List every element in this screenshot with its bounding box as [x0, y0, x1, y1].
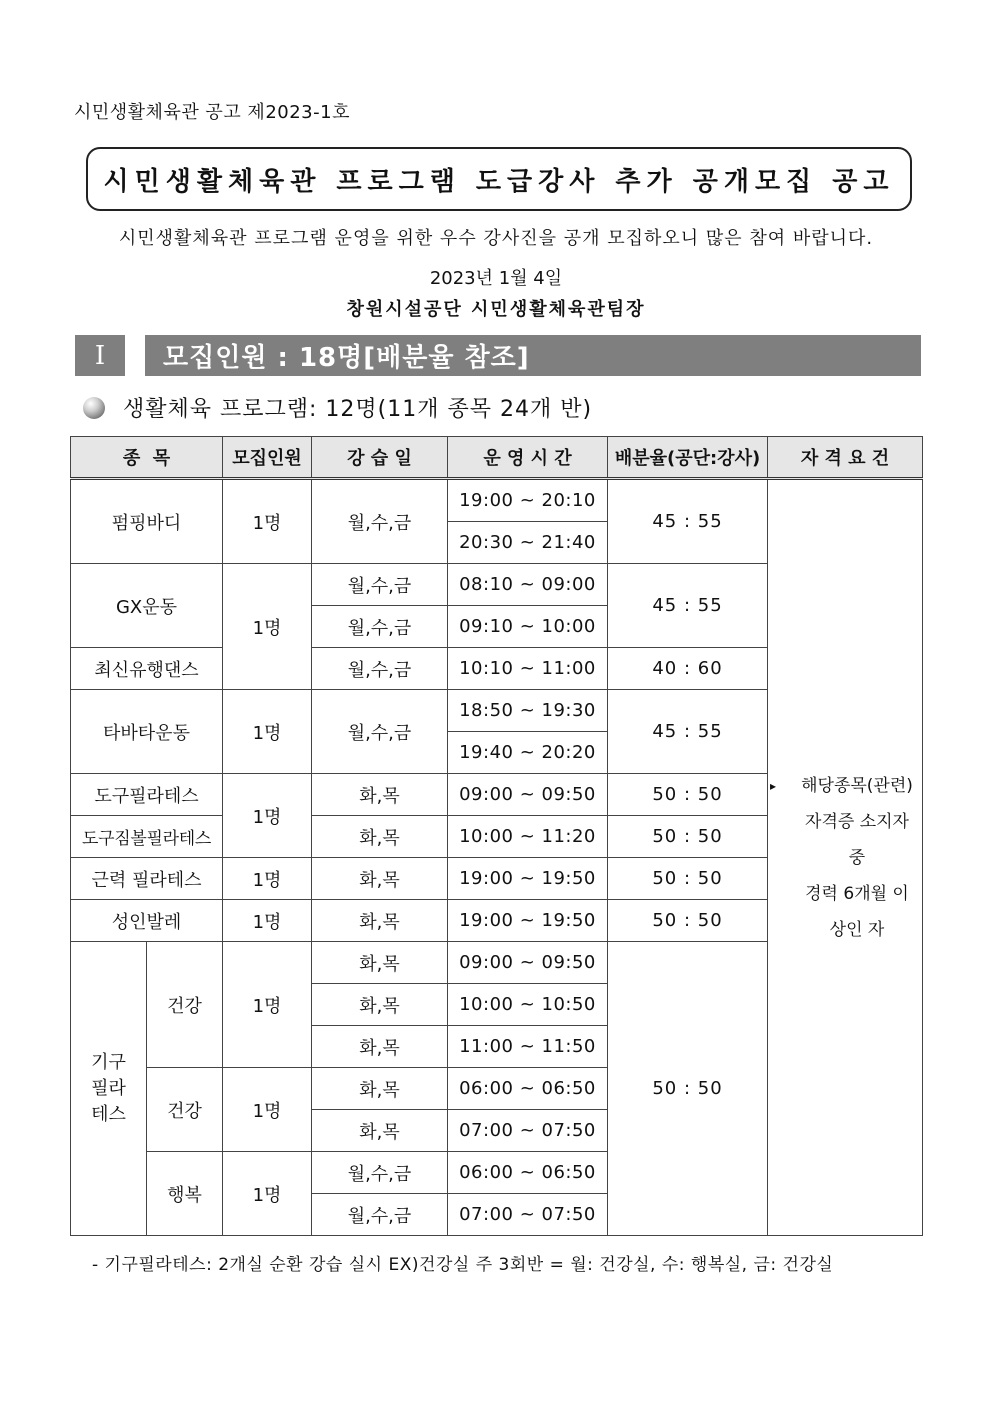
recruitment-table: [70, 436, 923, 1236]
day-cell: 화,목: [312, 984, 448, 1026]
time-cell: 09:00 ~ 09:50: [448, 774, 608, 816]
room-cell: 행복: [147, 1152, 223, 1236]
time-cell: 19:00 ~ 19:50: [448, 900, 608, 942]
time-cell: 07:00 ~ 07:50: [448, 1110, 608, 1152]
subject-line: 테스: [91, 1103, 126, 1125]
ratio-cell: 45 : 55: [608, 564, 768, 648]
time-cell: 08:10 ~ 09:00: [448, 564, 608, 606]
count-cell: 1명: [223, 900, 312, 942]
subject-line: 필라: [91, 1077, 126, 1099]
day-cell: 월,수,금: [312, 1194, 448, 1236]
count-cell: 1명: [223, 690, 312, 774]
section-heading: [145, 335, 921, 376]
header-subject: 종 목: [71, 437, 223, 479]
qualification-line: 상인 자: [829, 919, 885, 940]
day-cell: 월,수,금: [312, 479, 448, 564]
qualification-line: 해당종목(관련): [801, 775, 913, 796]
time-cell: 18:50 ~ 19:30: [448, 690, 608, 732]
round-bullet-icon: [83, 397, 105, 419]
header-day: 강 습 일: [312, 437, 448, 479]
day-cell: 월,수,금: [312, 606, 448, 648]
room-cell: 건강: [147, 942, 223, 1068]
subject-line: 기구: [91, 1051, 126, 1073]
time-cell: 10:10 ~ 11:00: [448, 648, 608, 690]
subject-cell: 펌핑바디: [71, 479, 223, 564]
time-cell: 10:00 ~ 10:50: [448, 984, 608, 1026]
time-cell: 09:00 ~ 09:50: [448, 942, 608, 984]
day-cell: 월,수,금: [312, 564, 448, 606]
document-title: [86, 147, 912, 211]
ratio-cell: 50 : 50: [608, 858, 768, 900]
table-header-row: [71, 437, 923, 479]
subject-cell: 최신유행댄스: [71, 648, 223, 690]
day-cell: 화,목: [312, 1068, 448, 1110]
count-cell: 1명: [223, 564, 312, 690]
document-title-text: 시민생활체육관 프로그램 도급강사 추가 공개모집 공고: [103, 166, 895, 197]
time-cell: 10:00 ~ 11:20: [448, 816, 608, 858]
time-cell: 20:30 ~ 21:40: [448, 522, 608, 564]
ratio-cell: 45 : 55: [608, 690, 768, 774]
organization-name: 창원시설공단 시민생활체육관팀장: [346, 299, 646, 320]
notice-date: 2023년 1월 4일: [429, 268, 563, 289]
subject-cell: 타바타운동: [71, 690, 223, 774]
count-cell: 1명: [223, 774, 312, 858]
subsection-heading: [83, 392, 592, 423]
subject-cell: 성인발레: [71, 900, 223, 942]
ratio-cell: 50 : 50: [608, 774, 768, 816]
header-count: 모집인원: [223, 437, 312, 479]
triangle-bullet-icon: ▸: [770, 778, 777, 793]
count-cell: 1명: [223, 1068, 312, 1152]
time-cell: 07:00 ~ 07:50: [448, 1194, 608, 1236]
day-cell: 화,목: [312, 1026, 448, 1068]
qualification-line: 자격증 소지자 중: [805, 811, 909, 868]
notice-number: 시민생활체육관 공고 제2023-1호: [74, 102, 350, 123]
table-row: [71, 479, 923, 522]
time-cell: 19:00 ~ 20:10: [448, 479, 608, 522]
room-cell: 건강: [147, 1068, 223, 1152]
ratio-cell: 50 : 50: [608, 816, 768, 858]
time-cell: 06:00 ~ 06:50: [448, 1152, 608, 1194]
count-cell: 1명: [223, 1152, 312, 1236]
ratio-cell: 50 : 50: [608, 942, 768, 1236]
day-cell: 화,목: [312, 1110, 448, 1152]
intro-text: 시민생활체육관 프로그램 운영을 위한 우수 강사진을 공개 모집하오니 많은 참여 바랍니다.: [118, 228, 874, 249]
day-cell: 월,수,금: [312, 690, 448, 774]
day-cell: 화,목: [312, 816, 448, 858]
qualification-line: 경력 6개월 이: [805, 883, 909, 904]
day-cell: 화,목: [312, 942, 448, 984]
time-cell: 19:40 ~ 20:20: [448, 732, 608, 774]
footnote: - 기구필라테스: 2개실 순환 강습 실시 EX)건강실 주 3회반 = 월: 건강실, 수: 행복실, 금: 건강실: [92, 1255, 834, 1275]
ratio-cell: 45 : 55: [608, 479, 768, 564]
day-cell: 월,수,금: [312, 648, 448, 690]
ratio-cell: 50 : 50: [608, 900, 768, 942]
subject-cell: 도구짐볼필라테스: [71, 816, 223, 858]
subject-cell: GX운동: [71, 564, 223, 648]
subsection-title: 생활체육 프로그램: 12명(11개 종목 24개 반): [123, 397, 593, 422]
header-qualification: 자 격 요 건: [768, 437, 923, 479]
day-cell: 화,목: [312, 774, 448, 816]
day-cell: 화,목: [312, 858, 448, 900]
time-cell: 11:00 ~ 11:50: [448, 1026, 608, 1068]
count-cell: 1명: [223, 479, 312, 564]
time-cell: 06:00 ~ 06:50: [448, 1068, 608, 1110]
header-time: 운 영 시 간: [448, 437, 608, 479]
time-cell: 09:10 ~ 10:00: [448, 606, 608, 648]
subject-cell-equipment-pilates: [71, 942, 147, 1236]
time-cell: 19:00 ~ 19:50: [448, 858, 608, 900]
subject-cell: 도구필라테스: [71, 774, 223, 816]
section-number: Ⅰ: [75, 335, 125, 376]
qualification-cell: [768, 479, 923, 1236]
qualification-text: [768, 768, 922, 948]
day-cell: 화,목: [312, 900, 448, 942]
subject-cell: 근력 필라테스: [71, 858, 223, 900]
count-cell: 1명: [223, 858, 312, 900]
header-ratio: 배분율(공단:강사): [608, 437, 768, 479]
day-cell: 월,수,금: [312, 1152, 448, 1194]
ratio-cell: 40 : 60: [608, 648, 768, 690]
section-title: 모집인원 : 18명[배분율 참조]: [163, 343, 530, 373]
count-cell: 1명: [223, 942, 312, 1068]
